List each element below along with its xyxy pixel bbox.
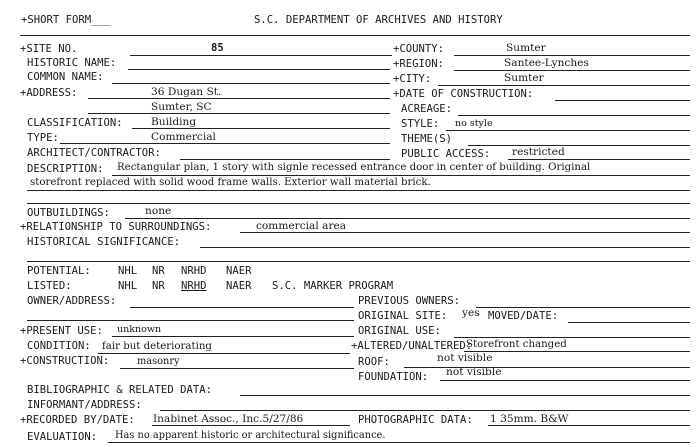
- address-line1: 36 Dugan St.: [151, 86, 222, 98]
- listed-label: LISTED:: [27, 280, 72, 292]
- moved-date-line: [568, 322, 690, 323]
- evaluation-value: Has no apparent historic or architectural significance.: [115, 430, 386, 441]
- sc-marker-program[interactable]: S.C. MARKER PROGRAM: [272, 280, 394, 292]
- acreage-line: [458, 115, 690, 116]
- construction-label: +CONSTRUCTION:: [20, 355, 110, 367]
- listed-nr[interactable]: NR: [152, 280, 165, 292]
- moved-date-label: MOVED/DATE:: [488, 310, 559, 322]
- classification-line: [132, 128, 390, 129]
- condition-value: fair but deteriorating: [102, 341, 212, 352]
- theme-label: THEME(S): [401, 133, 453, 145]
- potential-naer[interactable]: NAER: [226, 265, 252, 277]
- original-site-label: ORIGINAL SITE:: [358, 310, 448, 322]
- theme-line: [468, 145, 690, 146]
- historical-significance-rule2: [27, 261, 690, 262]
- region-line: [454, 70, 690, 71]
- recorded-value: Inabinet Assoc., Inc.5/27/86: [153, 413, 304, 425]
- site-no-value: 85: [211, 42, 224, 54]
- relationship-label: +RELATIONSHIP TO SURROUNDINGS:: [20, 221, 212, 233]
- common-name-label: COMMON NAME:: [27, 71, 104, 83]
- type-label: TYPE:: [27, 132, 59, 144]
- county-value: Sumter: [506, 42, 546, 54]
- recorded-line: [152, 425, 350, 426]
- outbuildings-line: [125, 218, 690, 219]
- address-line2-rule: [88, 113, 390, 114]
- original-site-value: yes: [462, 307, 480, 319]
- public-access-line: [508, 159, 690, 160]
- listed-nrhd-marked[interactable]: NRHD: [181, 280, 207, 292]
- city-label: +CITY:: [393, 73, 432, 85]
- condition-label: CONDITION:: [27, 340, 91, 352]
- photographic-line: [488, 425, 690, 426]
- evaluation-line: [108, 442, 690, 443]
- outbuildings-value: none: [145, 205, 172, 217]
- historic-name-line: [128, 69, 390, 70]
- present-use-label: +PRESENT USE:: [20, 325, 103, 337]
- type-line: [60, 143, 390, 144]
- description-rule2: [27, 190, 690, 191]
- foundation-value: not visible: [446, 366, 502, 378]
- address-label: +ADDRESS:: [20, 87, 78, 99]
- classification-label: CLASSIFICATION:: [27, 117, 123, 129]
- previous-owners-line: [476, 307, 690, 308]
- altered-line: [464, 351, 690, 352]
- description-rule1: [112, 175, 690, 176]
- photographic-value: 1 35mm. B&W: [490, 413, 569, 425]
- outbuildings-label: OUTBUILDINGS:: [27, 207, 110, 219]
- description-label: DESCRIPTION:: [27, 163, 104, 175]
- city-value: Sumter: [504, 72, 544, 84]
- address-line1-rule: [88, 98, 390, 99]
- architect-label: ARCHITECT/CONTRACTOR:: [27, 147, 161, 159]
- public-access-label: PUBLIC ACCESS:: [401, 148, 491, 160]
- region-label: +REGION:: [393, 58, 445, 70]
- site-no-line: [130, 55, 392, 56]
- listed-naer[interactable]: NAER: [226, 280, 252, 292]
- bibliographic-label: BIBLIOGRAPHIC & RELATED DATA:: [27, 384, 212, 396]
- header-divider: [20, 35, 690, 36]
- agency-title: S.C. DEPARTMENT OF ARCHIVES AND HISTORY: [254, 14, 503, 26]
- potential-nrhd[interactable]: NRHD: [181, 265, 207, 277]
- roof-value: not visible: [437, 352, 493, 364]
- description-line1: Rectangular plan, 1 story with signle recessed entrance door in center of building. Original: [117, 162, 591, 173]
- region-value: Santee-Lynches: [504, 57, 589, 69]
- potential-nr[interactable]: NR: [152, 265, 165, 277]
- present-use-value: unknown: [117, 324, 162, 335]
- altered-label: +ALTERED/UNALTERED:: [351, 340, 473, 352]
- foundation-line: [440, 380, 690, 381]
- owner-address-line: [130, 307, 354, 308]
- style-value: no style: [455, 118, 493, 129]
- owner-address-rule2: [27, 320, 354, 321]
- acreage-label: ACREAGE:: [401, 103, 453, 115]
- city-line: [438, 85, 690, 86]
- construction-value: masonry: [137, 356, 180, 367]
- photographic-label: PHOTOGRAPHIC DATA:: [358, 414, 473, 426]
- roof-label: ROOF:: [358, 356, 390, 368]
- historic-name-label: HISTORIC NAME:: [27, 57, 117, 69]
- historical-significance-label: HISTORICAL SIGNIFICANCE:: [27, 236, 181, 248]
- county-line: [454, 55, 690, 56]
- evaluation-label: EVALUATION:: [27, 431, 98, 443]
- description-rule3: [27, 203, 690, 204]
- present-use-line: [112, 336, 354, 337]
- bibliographic-line: [240, 395, 690, 396]
- public-access-value: restricted: [512, 146, 565, 158]
- condition-line: [98, 353, 350, 354]
- potential-nhl[interactable]: NHL: [118, 265, 138, 277]
- date-construction-line: [555, 100, 690, 101]
- construction-line: [120, 368, 354, 369]
- common-name-line: [112, 83, 390, 84]
- address-line2: Sumter, SC: [151, 101, 212, 113]
- altered-value: Storefront changed: [466, 339, 567, 350]
- short-form-label: +SHORT FORM___: [21, 14, 111, 26]
- owner-address-label: OWNER/ADDRESS:: [27, 295, 117, 307]
- informant-label: INFORMANT/ADDRESS:: [27, 399, 142, 411]
- description-line2: storefront replaced with solid wood frame walls. Exterior wall material brick.: [30, 177, 431, 188]
- date-construction-label: +DATE OF CONSTRUCTION:: [393, 88, 534, 100]
- classification-value: Building: [151, 116, 197, 128]
- recorded-label: +RECORDED BY/DATE:: [20, 414, 135, 426]
- style-line: [446, 130, 690, 131]
- county-label: +COUNTY:: [393, 43, 445, 55]
- listed-nhl[interactable]: NHL: [118, 280, 138, 292]
- original-use-label: ORIGINAL USE:: [358, 325, 441, 337]
- relationship-line: [240, 232, 690, 233]
- type-value: Commercial: [151, 131, 216, 143]
- informant-line: [160, 410, 690, 411]
- historical-significance-line: [200, 247, 690, 248]
- previous-owners-label: PREVIOUS OWNERS:: [358, 295, 461, 307]
- potential-label: POTENTIAL:: [27, 265, 91, 277]
- relationship-value: commercial area: [256, 220, 347, 232]
- architect-line: [180, 159, 390, 160]
- style-label: STYLE:: [401, 118, 440, 130]
- site-no-label: +SITE NO.: [20, 43, 78, 55]
- original-use-line: [454, 337, 690, 338]
- foundation-label: FOUNDATION:: [358, 371, 429, 383]
